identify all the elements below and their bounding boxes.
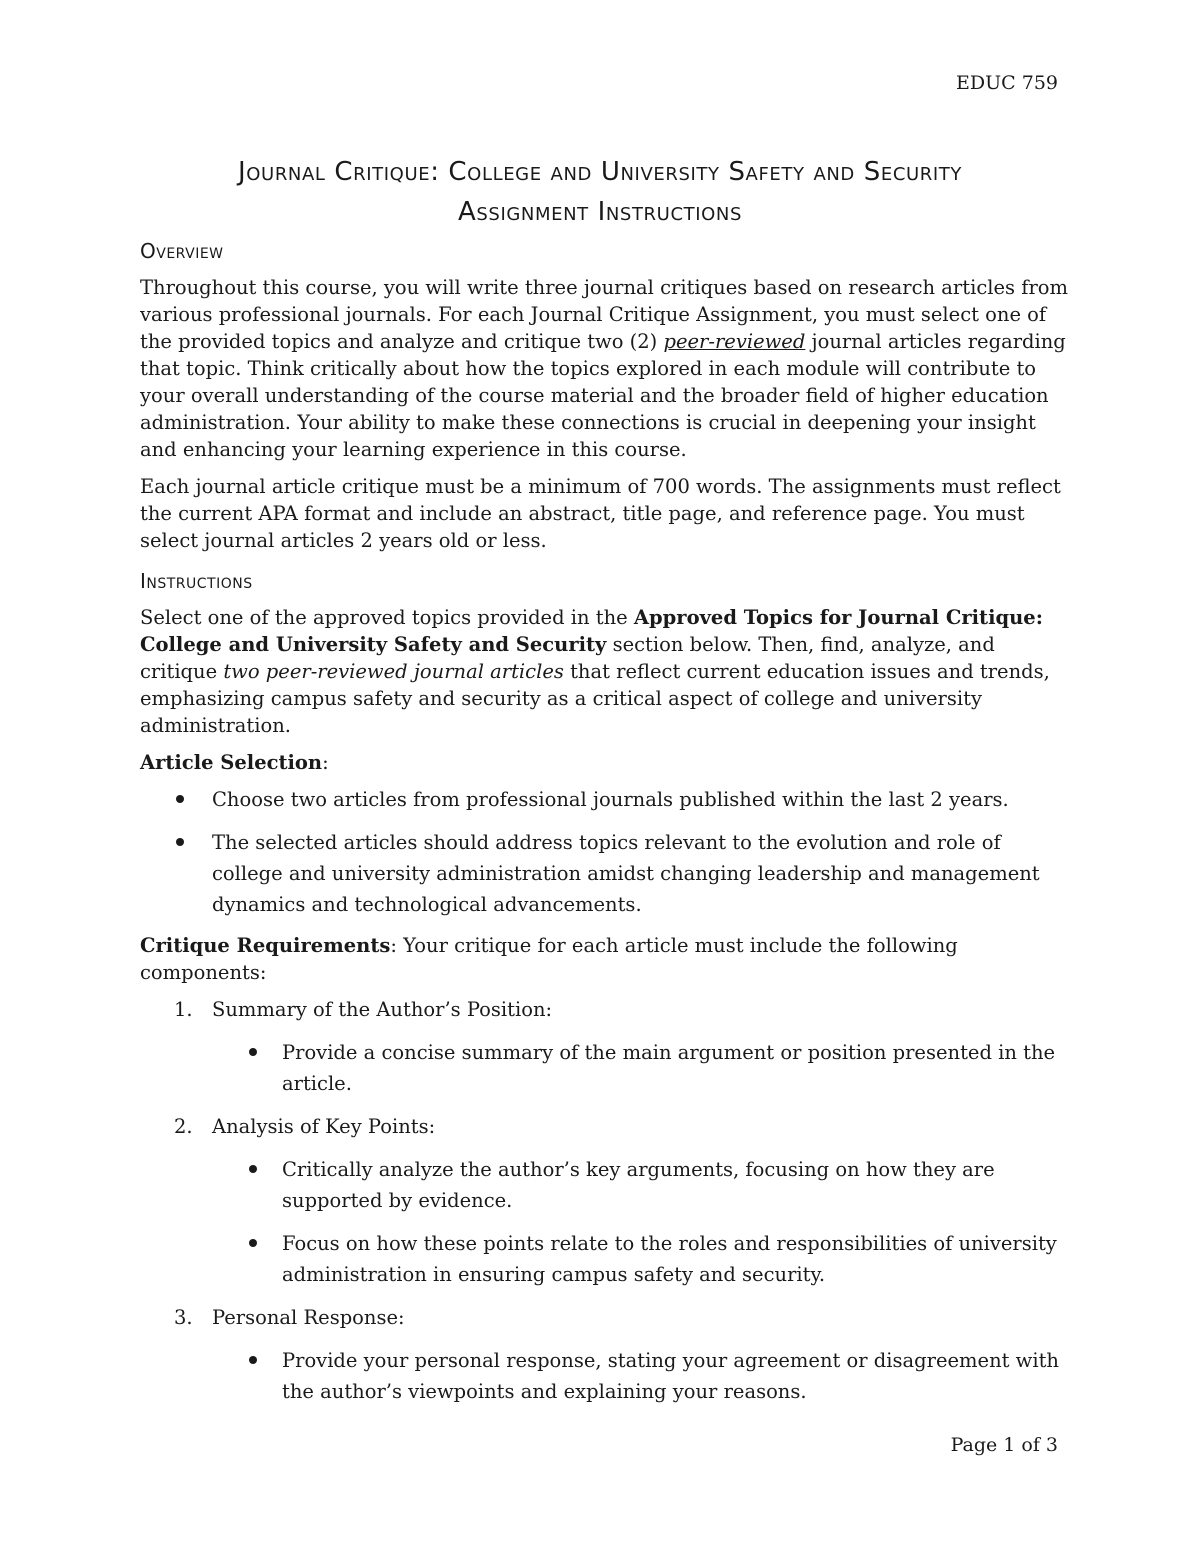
document-title [140, 152, 1060, 232]
title-line-1: Journal Critique: College and University Safety and Security [238, 157, 962, 187]
step-label: Summary of the Author’s Position: [212, 998, 553, 1021]
critique-requirements-line: Critique Requirements: Your critique for each article must include the following components: [140, 934, 958, 984]
step-sublist [212, 1345, 1075, 1407]
overview-paragraph-2: Each journal article critique must be a minimum of 700 words. The assignments must reflect the current APA format and include an abstract, title page, and reference page. You must select journal articles 2 years old or less. [140, 475, 1061, 552]
list-item: Focus on how these points relate to the roles and responsibilities of university administration in ensuring campus safety and security. [282, 1228, 1075, 1290]
overview-heading: Overview [140, 239, 224, 263]
step-item-3 [140, 1302, 1075, 1407]
overview-paragraph-1: Throughout this course, you will write three journal critiques based on research articles from various professional journals. For each Journal Critique Assignment, you must select one of the provided topics and analyze and critique two (2) peer-reviewed journal articles regarding that topic. Think critically about how the topics explored in each module will contribute to your overall understanding of the course material and the broader field of higher education administration. Your ability to make these connections is crucial in deepening your insight and enhancing your learning experience in this course. [140, 276, 1069, 461]
step-item-1 [140, 994, 1075, 1099]
instructions-paragraph: Select one of the approved topics provided in the Approved Topics for Journal Critique: College and University Safety and Security section below. Then, find, analyze, and critique two peer-reviewed journal articles that reflect current education issues and trends, emphasizing campus safety and security as a critical aspect of college and university administration. [140, 606, 1050, 737]
list-item: The selected articles should address topics relevant to the evolution and role of college and university administration amidst changing leadership and management dynamics and technological advancements. [212, 827, 1075, 920]
step-label: Personal Response: [212, 1306, 405, 1329]
article-selection-list [140, 784, 1075, 920]
list-item: Critically analyze the author’s key arguments, focusing on how they are supported by evidence. [282, 1154, 1075, 1216]
critique-steps-list [140, 994, 1075, 1407]
step-number: 2. [174, 1115, 193, 1138]
list-item: Provide your personal response, stating your agreement or disagreement with the author’s viewpoints and explaining your reasons. [282, 1345, 1075, 1407]
peer-reviewed-link[interactable]: peer-reviewed [663, 330, 806, 353]
page-header-course-code: EDUC 759 [956, 72, 1058, 94]
title-line-2: Assignment Instructions [458, 197, 742, 227]
article-selection-label: Article Selection: [140, 751, 329, 774]
step-number: 3. [174, 1306, 193, 1329]
step-number: 1. [174, 998, 193, 1021]
step-sublist [212, 1154, 1075, 1290]
list-item: Choose two articles from professional journals published within the last 2 years. [212, 784, 1075, 815]
step-sublist [212, 1037, 1075, 1099]
instructions-heading: Instructions [140, 569, 253, 593]
list-item: Provide a concise summary of the main argument or position presented in the article. [282, 1037, 1075, 1099]
step-item-2 [140, 1111, 1075, 1290]
document-body [140, 238, 1075, 1419]
page-footer-page-number: Page 1 of 3 [950, 1434, 1058, 1456]
step-label: Analysis of Key Points: [212, 1115, 436, 1138]
